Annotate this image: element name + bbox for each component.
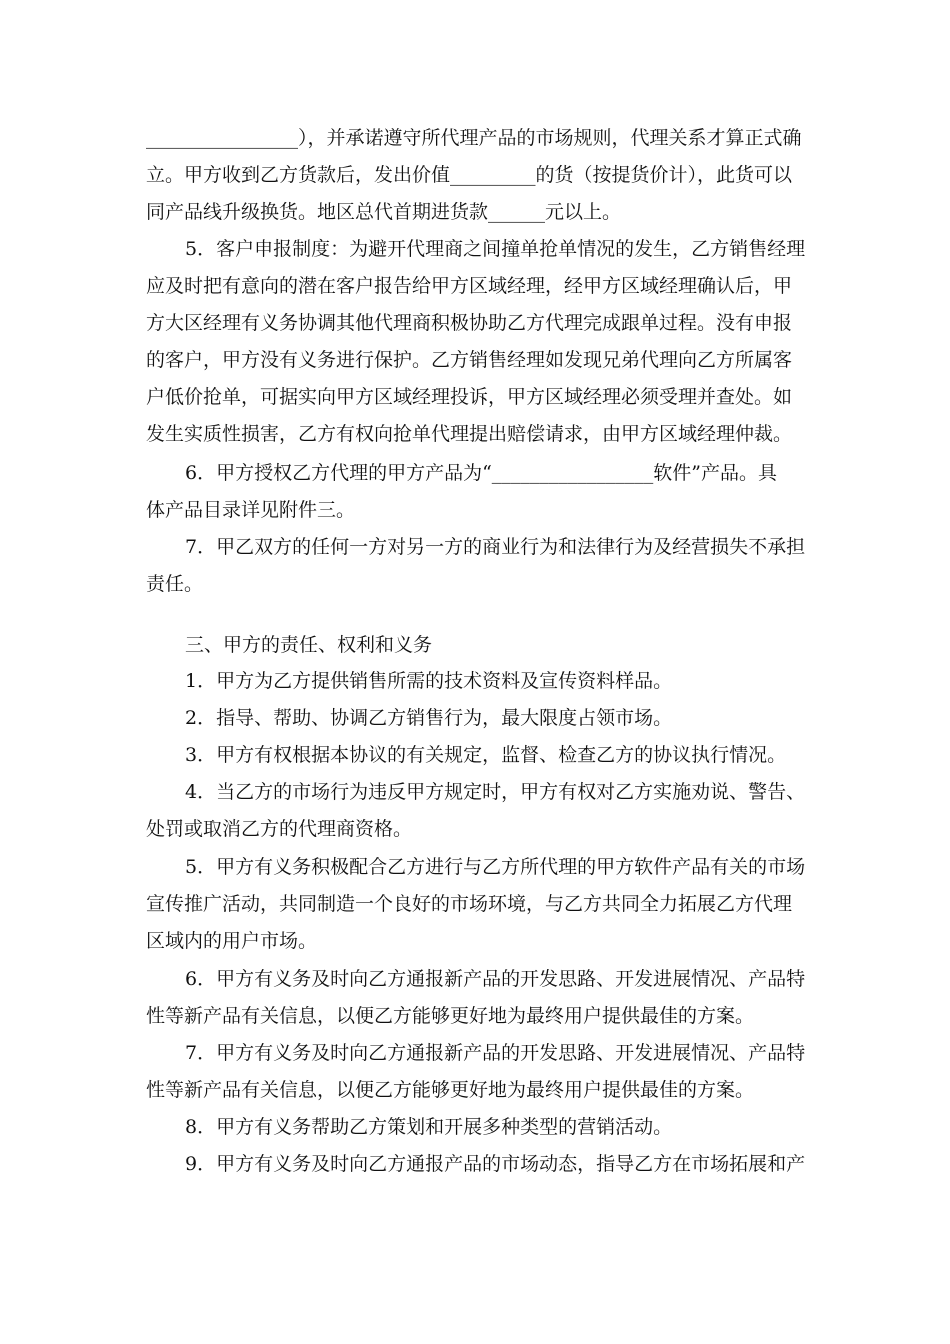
text-line: 应及时把有意向的潜在客户报告给甲方区域经理，经甲方区域经理确认后，甲: [146, 275, 793, 297]
text-line: 9．甲方有义务及时向乙方通报产品的市场动态，指导乙方在市场拓展和产: [185, 1153, 806, 1175]
text-line: 5．甲方有义务积极配合乙方进行与乙方所代理的甲方软件产品有关的市场: [185, 856, 806, 878]
text-line: 2．指导、帮助、协调乙方销售行为，最大限度占领市场。: [185, 707, 673, 729]
text-line: 同产品线升级换货。地区总代首期进货款______元以上。: [146, 201, 622, 223]
text-line: 处罚或取消乙方的代理商资格。: [146, 818, 413, 840]
text-line: 4．当乙方的市场行为违反甲方规定时，甲方有权对乙方实施劝说、警告、: [185, 781, 806, 803]
text-line: 宣传推广活动，共同制造一个良好的市场环境，与乙方共同全力拓展乙方代理: [146, 893, 793, 915]
text-line: 3．甲方有权根据本协议的有关规定，监督、检查乙方的协议执行情况。: [185, 744, 787, 766]
text-line: 发生实质性损害，乙方有权向抢单代理提出赔偿请求，由甲方区域经理仲裁。: [146, 423, 793, 445]
text-line: 责任。: [146, 573, 204, 595]
text-line: 性等新产品有关信息，以便乙方能够更好地为最终用户提供最佳的方案。: [146, 1079, 755, 1101]
text-line: 的客户，甲方没有义务进行保护。乙方销售经理如发现兄弟代理向乙方所属客: [146, 349, 793, 371]
text-line: 立。甲方收到乙方货款后，发出价值_________的货（按提货价计），此货可以: [146, 164, 793, 186]
text-line: 8．甲方有义务帮助乙方策划和开展多种类型的营销活动。: [185, 1116, 673, 1138]
section-heading: 三、甲方的责任、权利和义务: [185, 634, 433, 656]
text-line: 户低价抢单，可据实向甲方区域经理投诉，甲方区域经理必须受理并查处。如: [146, 386, 793, 408]
text-line: 6．甲方授权乙方代理的甲方产品为“_________________软件”产品。具: [185, 462, 778, 484]
text-line: 1．甲方为乙方提供销售所需的技术资料及宣传资料样品。: [185, 670, 673, 692]
text-line: 7．甲乙双方的任何一方对另一方的商业行为和法律行为及经营损失不承担: [185, 536, 806, 558]
text-line: 6．甲方有义务及时向乙方通报新产品的开发思路、开发进展情况、产品特: [185, 968, 806, 990]
text-line: 区域内的用户市场。: [146, 930, 318, 952]
text-line: 性等新产品有关信息，以便乙方能够更好地为最终用户提供最佳的方案。: [146, 1005, 755, 1027]
text-line: 方大区经理有义务协调其他代理商积极协助乙方代理完成跟单过程。没有申报: [146, 312, 793, 334]
text-line: 7．甲方有义务及时向乙方通报新产品的开发思路、开发进展情况、产品特: [185, 1042, 806, 1064]
text-line: 5．客户申报制度：为避开代理商之间撞单抢单情况的发生，乙方销售经理: [185, 238, 806, 260]
text-line: ________________），并承诺遵守所代理产品的市场规则，代理关系才算正式确: [146, 127, 802, 149]
text-line: 体产品目录详见附件三。: [146, 499, 356, 521]
